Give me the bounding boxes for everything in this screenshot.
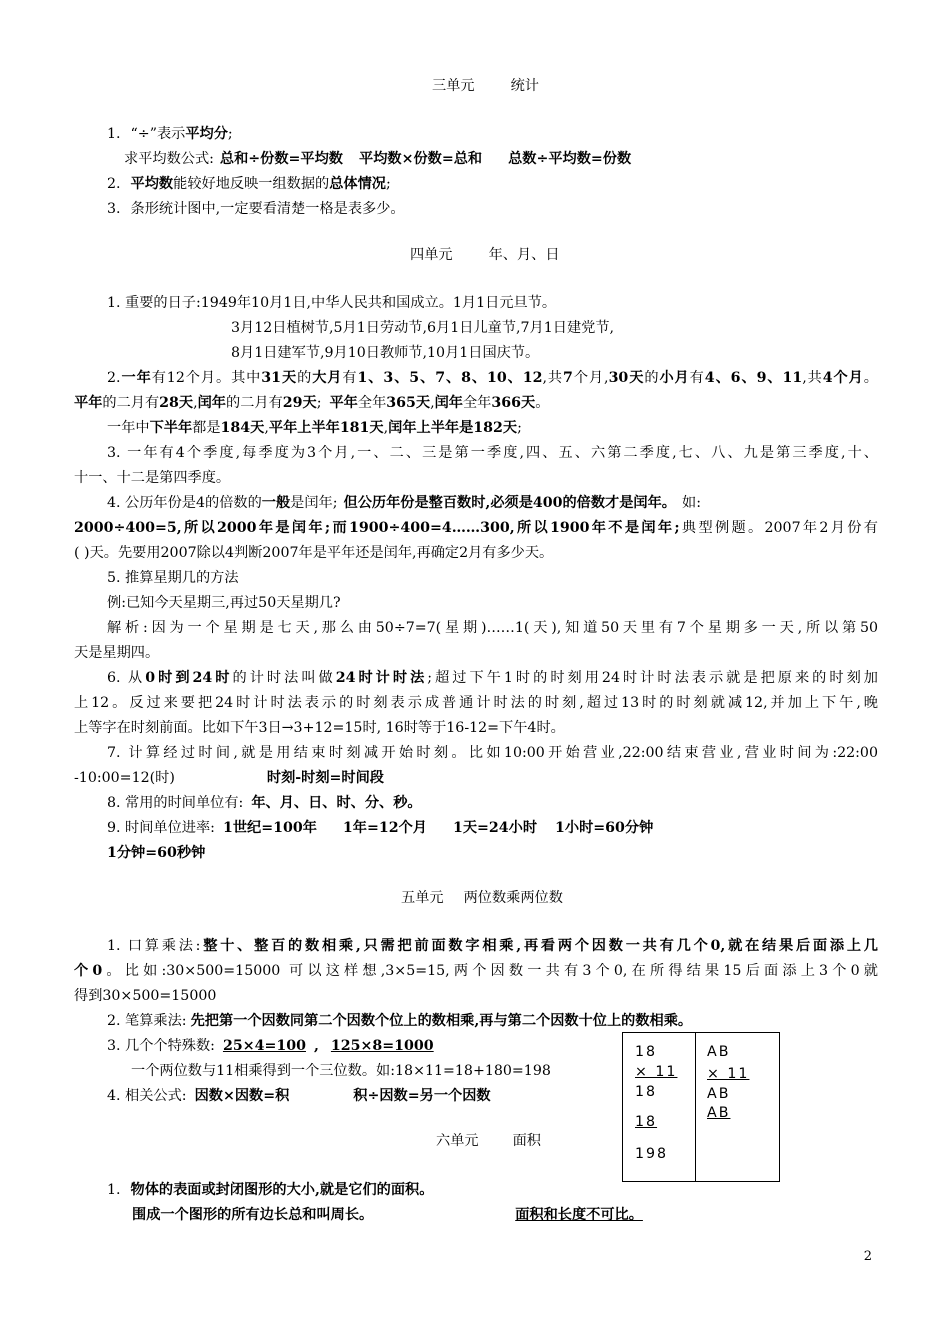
unit4-item-2-line-3 <box>107 418 522 438</box>
unit4-item-4-line-3: ( )天。先要用2007除以4判断2007年是平年还是闰年,再确定2月有多少天。 <box>74 545 554 561</box>
text: 4. 公历年份是4的倍数的 <box>107 495 262 511</box>
unit5-title-sub: 两位数乘两位数 <box>463 890 563 906</box>
unit6-title-sub: 面积 <box>512 1133 541 1149</box>
text-bold: 大月 <box>312 370 343 386</box>
formula: 1小时=60分钟 <box>555 820 654 836</box>
page-number: 2 <box>863 1249 872 1264</box>
unit4-item-3-line-2: 十一、十二是第四季度。 <box>74 470 231 486</box>
unit3-title-sub: 统计 <box>510 78 539 94</box>
formula: 1年=12个月 <box>342 820 427 836</box>
text-bold: 闰年上半年是182天 <box>388 420 518 436</box>
text-bold: 29天 <box>282 395 317 411</box>
text-bold: 366天 <box>491 395 536 411</box>
text-bold: 平年上半年181天 <box>268 420 384 436</box>
mult-left-multiplier: × 11 <box>635 1064 678 1080</box>
formula: 1世纪=100年 <box>222 820 317 836</box>
text: ,共 <box>802 370 823 386</box>
box-divider <box>695 1033 696 1181</box>
unit5-item-3-line-2: 一个两位数与11相乘得到一个三位数。如:18×11=18+180=198 <box>131 1063 551 1079</box>
unit4-item-1-line-3: 8月1日建军节,9月10日教师节,10月1日国庆节。 <box>231 345 540 361</box>
unit4-item-8 <box>107 793 422 813</box>
text-bold: 28天 <box>159 395 194 411</box>
text-bold: 整十、整百的数相乘,只需把前面数字相乘,再看两个因数一共有几个0,就在结果后面添上几 <box>200 938 878 954</box>
text-bold: 平均分 <box>185 126 228 142</box>
unit4-item-6-line-3: 上等字在时刻前面。比如下午3日→3+12=15时, 16时等于16-12=下午4时。 <box>74 720 565 736</box>
text: 求平均数公式: <box>124 151 214 167</box>
unit4-item-5-line-4: 天是星期四。 <box>74 645 160 661</box>
text: 全年 <box>357 395 387 411</box>
text: 个月, <box>572 370 609 386</box>
text-bold: 31天 <box>261 370 298 386</box>
item-number: 1. <box>107 126 121 142</box>
text: 的计时法叫做 <box>232 670 336 686</box>
unit4-item-6-line-2: 上12。反过来要把24时计时法表示的时刻表示成普通计时法的时刻,超过13时的时刻就减12,并加上下午,晚 <box>74 695 878 711</box>
text: , <box>193 395 198 411</box>
text: ; <box>227 126 233 142</box>
unit5-item-1-line-2 <box>74 961 878 981</box>
text: 全年 <box>462 395 492 411</box>
unit4-item-7-line-1: 7. 计算经过时间,就是用结束时刻减开始时刻。比如10:00开始营业,22:00结束营业,营业时间为:22:00 <box>107 745 878 761</box>
unit5-item-2 <box>107 1011 692 1031</box>
unit4-item-6-line-1 <box>107 668 878 688</box>
mult-left-partial-2: 18 <box>635 1114 658 1130</box>
text: 的 <box>297 370 313 386</box>
text-bold-underlined: 面积和长度不可比。 <box>515 1207 643 1223</box>
unit4-item-9-line-2: 1分钟=60秒钟 <box>107 845 206 861</box>
text: 。 <box>535 395 550 411</box>
formula: 平均数×份数=总和 <box>359 151 483 167</box>
text: 如: <box>682 495 701 511</box>
vertical-multiplication-box <box>622 1032 780 1182</box>
unit4-item-4-line-2 <box>74 518 878 538</box>
unit6-title-main: 六单元 <box>436 1133 479 1149</box>
text: 条形统计图中,一定要看清楚一格是表多少。 <box>130 201 405 217</box>
text-bold: 物体的表面或封闭图形的大小,就是它们的面积。 <box>130 1182 434 1198</box>
text-bold: 先把第一个因数同第二个因数个位上的数相乘,再与第二个因数十位上的数相乘。 <box>190 1013 693 1029</box>
text: 1. 口算乘法: <box>107 938 201 954</box>
text: 9. 时间单位进率: <box>107 820 215 836</box>
text: 3. 几个个特殊数: <box>107 1038 215 1054</box>
unit3-item-1 <box>107 124 233 144</box>
text: 典型例题。2007年2月份有 <box>679 520 878 536</box>
mult-left-result: 198 <box>635 1146 669 1162</box>
text: 是闰年; <box>290 495 338 511</box>
unit4-item-2-line-1 <box>107 368 878 388</box>
text: 2. 笔算乘法: <box>107 1013 187 1029</box>
text-bold: 但公历年份是整百数时,必须是400的倍数才是闰年。 <box>343 495 676 511</box>
text-bold: 4、6、9、11 <box>704 370 803 386</box>
text: , <box>264 420 269 436</box>
mult-right-partial-1: AB <box>707 1086 731 1102</box>
text: 有12个月。其中 <box>151 370 262 386</box>
text-bold: 小月 <box>659 370 690 386</box>
unit5-item-3-line-1 <box>107 1036 434 1056</box>
text-bold: 总体情况 <box>329 176 386 192</box>
formula: 1天=24小时 <box>452 820 538 836</box>
text: ,共 <box>542 370 564 386</box>
text: 一年中 <box>107 420 150 436</box>
text: 6. 从 <box>107 670 146 686</box>
unit5-item-1-line-1 <box>107 936 878 956</box>
mult-right-partial-2: AB <box>707 1105 731 1121</box>
unit4-item-5-line-3: 解析:因为一个星期是七天,那么由50÷7=7(星期)……1(天),知道50天里有7个星期多一天,所以第50 <box>107 620 878 636</box>
text-bold: 30天 <box>608 370 645 386</box>
item-number: 1. <box>107 1182 121 1198</box>
mult-right-multiplier: × 11 <box>707 1066 750 1082</box>
text: 4. 相关公式: <box>107 1088 187 1104</box>
unit6-title <box>436 1131 541 1151</box>
unit4-item-2-line-2 <box>74 393 549 413</box>
unit5-item-4 <box>107 1086 491 1106</box>
unit3-title <box>432 76 539 96</box>
unit3-title-main: 三单元 <box>432 78 475 94</box>
text-bold: 4个月 <box>822 370 864 386</box>
text: 能较好地反映一组数据的 <box>173 176 330 192</box>
mult-right-factor: AB <box>707 1044 731 1060</box>
text: , <box>430 395 435 411</box>
unit4-item-4-line-1 <box>107 493 701 513</box>
formula: 时刻-时刻=时间段 <box>266 770 384 786</box>
unit4-item-9-line-1 <box>107 818 653 838</box>
formula: 因数×因数=积 <box>194 1088 290 1104</box>
unit4-item-1-line-1: 1. 重要的日子:1949年10月1日,中华人民共和国成立。1月1日元旦节。 <box>107 295 557 311</box>
unit4-item-1-line-2: 3月12日植树节,5月1日劳动节,6月1日儿童节,7月1日建党节, <box>231 320 615 336</box>
text-bold: 365天 <box>386 395 431 411</box>
formula-underlined: 125×8=1000 <box>330 1038 434 1054</box>
text: 8. 常用的时间单位有: <box>107 795 244 811</box>
text: ;超过下午1时的时刻用24时计时法表示就是把原来的时刻加 <box>427 670 878 686</box>
unit3-average-formulas <box>124 149 631 169</box>
text-bold: 闰年 <box>434 395 463 411</box>
formula: 总数÷平均数=份数 <box>508 151 632 167</box>
text-bold: 平均数 <box>130 176 174 192</box>
unit4-item-5-line-1: 5. 推算星期几的方法 <box>107 570 239 586</box>
text: 有 <box>689 370 705 386</box>
text: 都是 <box>192 420 221 436</box>
text-bold: 下半年 <box>149 420 193 436</box>
text-bold: 0时到24时 <box>145 670 233 686</box>
unit4-item-5-line-2: 例:已知今天星期三,再过50天星期几? <box>107 595 341 611</box>
unit4-title <box>410 245 560 265</box>
text: ; <box>517 420 522 436</box>
text: 的二月有 <box>226 395 283 411</box>
unit4-title-sub: 年、月、日 <box>488 247 560 263</box>
mult-left-partial-1: 18 <box>635 1084 658 1100</box>
item-number: 2. <box>107 176 121 192</box>
text: ; <box>385 176 391 192</box>
text: 2. <box>107 370 121 386</box>
unit4-title-main: 四单元 <box>410 247 453 263</box>
text: 有 <box>342 370 358 386</box>
text-bold: 2000÷400=5,所以2000年是闰年;而1900÷400=4……300,所以1900年不是闰年; <box>74 520 680 536</box>
text: 的 <box>644 370 660 386</box>
formula: 总和÷份数=平均数 <box>219 151 343 167</box>
unit3-item-2 <box>107 174 391 194</box>
text-bold: 一年 <box>120 370 152 386</box>
text-bold: 一般 <box>261 495 291 511</box>
unit5-title <box>401 888 563 908</box>
unit6-item-1-line-2 <box>132 1205 643 1225</box>
text-bold: 平年 <box>74 395 103 411</box>
text-bold: 个0 <box>74 963 103 979</box>
item-number: 3. <box>107 201 121 217</box>
text: -10:00=12(时) <box>74 770 175 786</box>
text: 的二月有 <box>102 395 160 411</box>
text: , <box>383 420 389 436</box>
text: “÷”表示 <box>130 126 186 142</box>
unit4-item-3-line-1: 3. 一年有4个季度,每季度为3个月,一、二、三是第一季度,四、五、六第二季度,七、八、九是第三季度,十、 <box>107 445 878 461</box>
text-bold: 1、3、5、7、8、10、12 <box>357 370 543 386</box>
text-bold: 年、月、日、时、分、秒。 <box>251 795 422 811</box>
unit4-item-7-line-2 <box>74 768 384 788</box>
text-bold: 7 <box>563 370 573 386</box>
unit6-item-1 <box>107 1180 433 1200</box>
text: ; <box>316 395 322 411</box>
text-bold: 184天 <box>220 420 265 436</box>
mult-left-factor: 18 <box>635 1044 658 1060</box>
text-bold: 闰年 <box>197 395 226 411</box>
unit3-item-3 <box>107 199 405 219</box>
text-bold: 平年 <box>329 395 358 411</box>
text: 。比如:30×500=15000 可以这样想,3×5=15,两个因数一共有3个0,在所得结果15后面添上3个0就 <box>102 963 878 979</box>
text-bold: 围成一个图形的所有边长总和叫周长。 <box>132 1207 374 1223</box>
unit5-item-1-line-3: 得到30×500=15000 <box>74 988 217 1004</box>
formula-underlined: 25×4=100 <box>222 1038 306 1054</box>
text-bold: 24时计时法 <box>335 670 428 686</box>
text: 。 <box>863 370 878 386</box>
unit5-title-main: 五单元 <box>401 890 444 906</box>
formula: 积÷因数=另一个因数 <box>353 1088 491 1104</box>
text: , <box>313 1038 319 1054</box>
